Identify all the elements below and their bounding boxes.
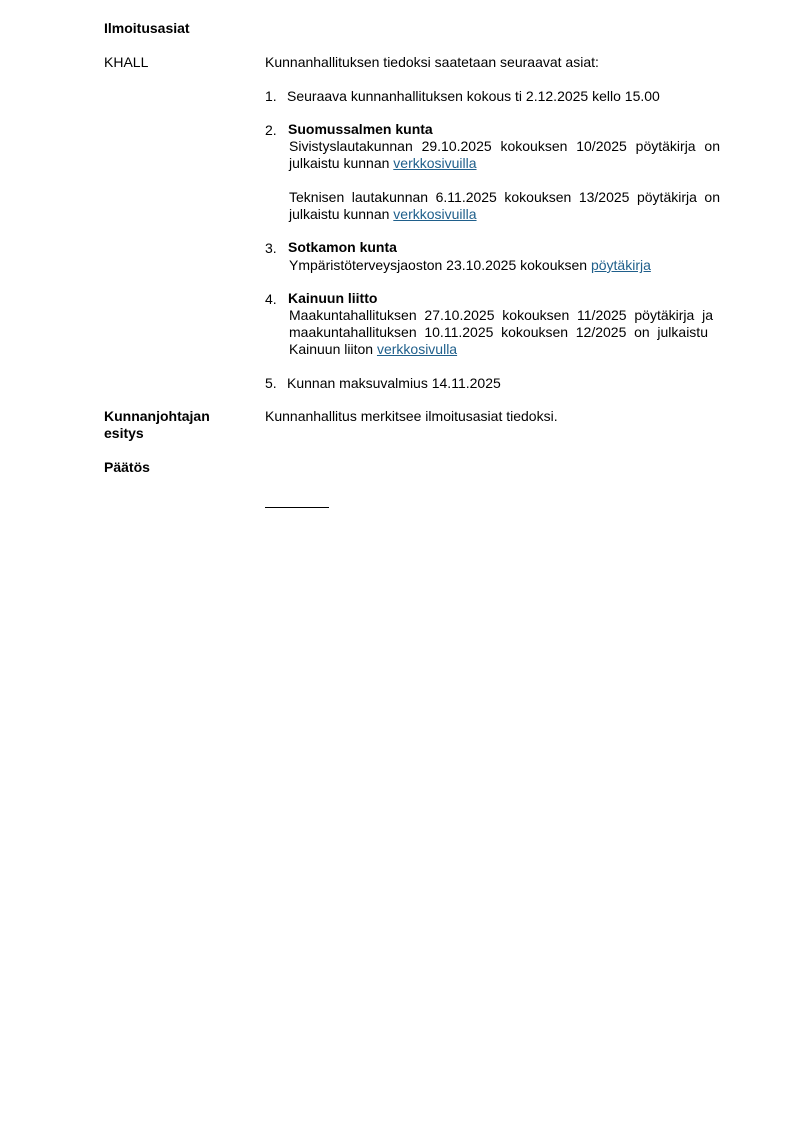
item-entry-line: Maakuntahallituksen 27.10.2025 kokouksen 11/2025 pöytäkirja ja: [289, 307, 713, 323]
website-link[interactable]: verkkosivuilla: [393, 155, 477, 171]
item-number: 2.: [265, 122, 277, 138]
item-text: Kunnan maksuvalmius 14.11.2025: [287, 375, 501, 391]
item-entry-line: Teknisen lautakunnan 6.11.2025 kokouksen 13/2025 pöytäkirja on: [289, 189, 720, 205]
item-entry-line: [289, 206, 477, 222]
section-heading: Ilmoitusasiat: [104, 20, 190, 36]
website-link[interactable]: verkkosivuilla: [393, 206, 477, 222]
item-entry-prefix: Kainuun liiton: [289, 341, 377, 357]
item-title: Kainuun liitto: [288, 290, 378, 306]
proposal-label-cont: esitys: [104, 425, 144, 441]
item-text: Seuraava kunnanhallituksen kokous ti 2.12.2025 kello 15.00: [287, 88, 660, 104]
item-entry-line: [289, 341, 457, 357]
item-entry-prefix: julkaistu kunnan: [289, 155, 394, 171]
minutes-link[interactable]: pöytäkirja: [590, 257, 651, 273]
item-entry-line: Sivistyslautakunnan 29.10.2025 kokouksen 10/2025 pöytäkirja on: [289, 138, 720, 154]
website-link[interactable]: verkkosivulla: [376, 341, 458, 357]
item-entry-prefix: julkaistu kunnan: [289, 206, 394, 222]
item-entry-line: maakuntahallituksen 10.11.2025 kokouksen 12/2025 on julkaistu: [289, 324, 708, 340]
intro-text: Kunnanhallituksen tiedoksi saatetaan seuraavat asiat:: [265, 54, 599, 70]
proposal-label: Kunnanjohtajan: [104, 408, 210, 424]
signature-divider: [265, 507, 329, 508]
item-title: Suomussalmen kunta: [288, 121, 433, 137]
item-entry-prefix: Ympäristöterveysjaoston 23.10.2025 kokouksen: [289, 257, 591, 273]
decision-label: Päätös: [104, 459, 150, 475]
body-label-khall: KHALL: [104, 54, 149, 70]
item-title: Sotkamon kunta: [288, 239, 397, 255]
item-entry-line: [289, 155, 477, 171]
item-number: 5.: [265, 375, 277, 391]
proposal-text: Kunnanhallitus merkitsee ilmoitusasiat tiedoksi.: [265, 408, 558, 424]
item-number: 1.: [265, 88, 277, 104]
item-entry-line: [289, 257, 651, 273]
item-number: 3.: [265, 240, 277, 256]
item-number: 4.: [265, 291, 277, 307]
